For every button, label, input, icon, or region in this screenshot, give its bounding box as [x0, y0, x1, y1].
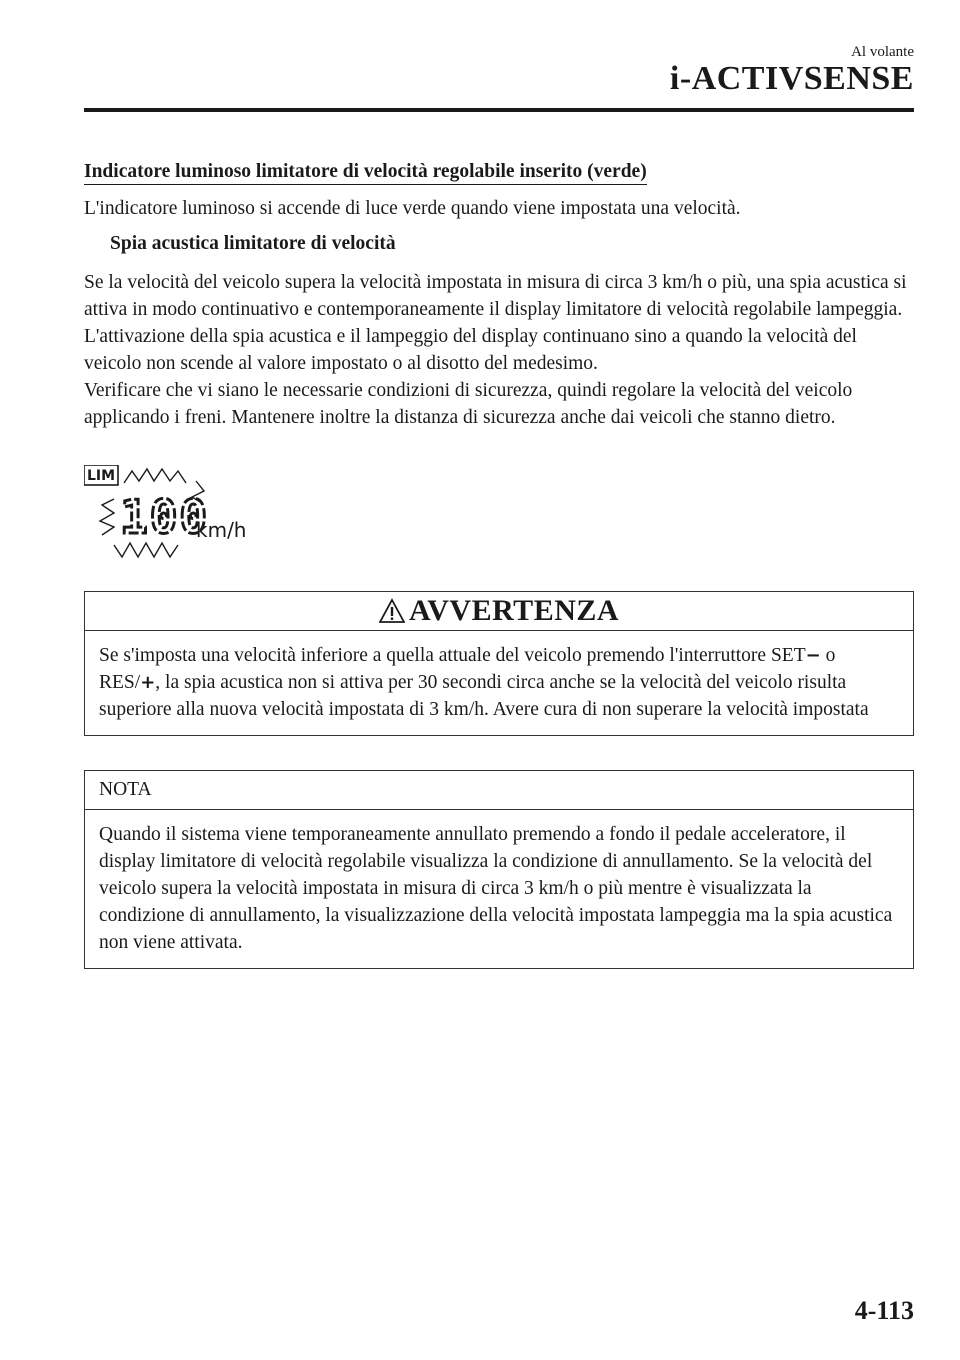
- warning-text-part3: , la spia acustica non si attiva per 30 secondi circa anche se la velocità del veicolo risulta superiore alla nuova velocità impostata di 3 km/h. Avere cura di non superare la velocità impostata: [99, 672, 869, 720]
- note-box-header: [85, 771, 913, 810]
- speed-limiter-display-figure: [84, 465, 914, 561]
- note-title: NOTA: [99, 779, 152, 800]
- speed-unit: km/h: [196, 518, 247, 542]
- warning-title-group: [379, 592, 619, 630]
- speed-digits: 100: [120, 490, 210, 544]
- warning-title: AVVERTENZA: [408, 594, 620, 627]
- flashing-display-illustration: [84, 465, 284, 561]
- section-subheading: Indicatore luminoso limitatore di velocità regolabile inserito (verde): [84, 161, 647, 185]
- flash-burst-top: [124, 469, 186, 483]
- warning-text-part2: o RES/: [99, 645, 836, 693]
- body-paragraph-1: Se la velocità del veicolo supera la velocità impostata in misura di circa 3 km/h o più, una spia acustica si attiva in modo continuativo e contemporaneamente il display limitatore di velocità regolabile lampeggia. L'attivazione della spia acustica e il lampeggio del display continuano sino a quando la velocità del veicolo non scende al valore impostato o al disotto del medesimo.: [84, 272, 907, 374]
- warning-box: [84, 591, 914, 736]
- warning-sound-heading: Spia acustica limitatore di velocità: [110, 233, 396, 254]
- warning-triangle-icon: [379, 598, 405, 624]
- note-box: [84, 770, 914, 969]
- note-box-body: Quando il sistema viene temporaneamente annullato premendo a fondo il pedale acceleratore, il display limitatore di velocità regolabile visualizza la condizione di annullamento. Se la velocità del veicolo supera la velocità impostata in misura di circa 3 km/h o più mentre è visualizzata la condizione di annullamento, la visualizzazione della velocità impostata lampeggia ma la spia acustica non viene attivata.: [99, 824, 893, 953]
- subheading-row: [84, 158, 914, 185]
- minus-symbol-icon: −: [805, 645, 821, 666]
- lim-label: LIM: [86, 468, 116, 484]
- flash-burst-bottom: [114, 543, 178, 557]
- warning-text-part1: Se s'imposta una velocità inferiore a quella attuale del veicolo premendo l'interruttore SET: [99, 645, 806, 666]
- page-number: 4-113: [854, 1296, 914, 1325]
- warning-box-header: [85, 592, 913, 631]
- body-paragraph-2: Verificare che vi siano le necessarie condizioni di sicurezza, quindi regolare la velocità del veicolo applicando i freni. Mantenere inoltre la distanza di sicurezza anche dai veicoli che stanno dietro.: [84, 380, 853, 428]
- page-content: [84, 158, 914, 969]
- warning-box-body: [85, 631, 913, 735]
- header-section-label: Al volante: [851, 44, 914, 60]
- intro-paragraph: L'indicatore luminoso si accende di luce verde quando viene impostata una velocità.: [84, 198, 741, 219]
- flash-burst-left: [100, 499, 114, 535]
- header-title: i-ACTIVSENSE: [669, 60, 914, 97]
- header-rule: [84, 108, 914, 112]
- plus-symbol-icon: +: [140, 672, 156, 693]
